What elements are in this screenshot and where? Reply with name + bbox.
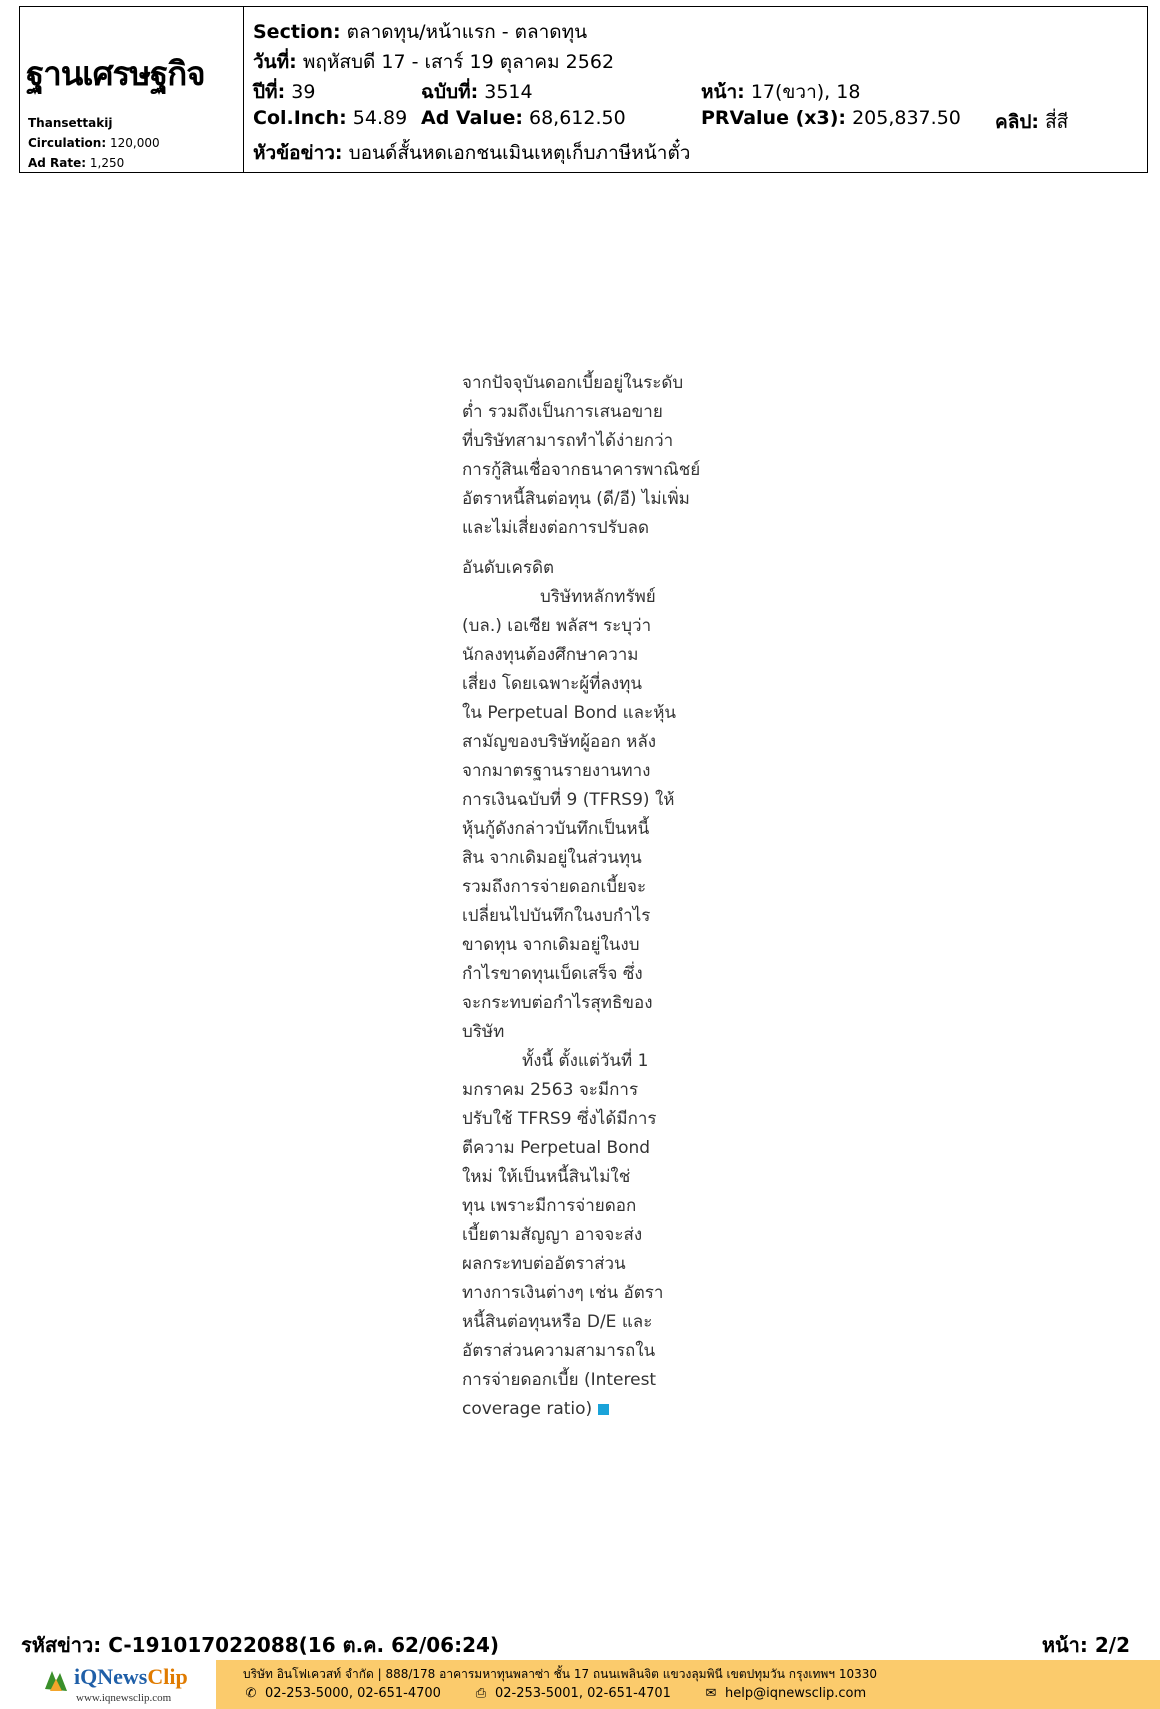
article-line: การเงินฉบับที่ 9 (TFRS9) ให้ [462,790,675,810]
article-line: นักลงทุนต้องศึกษาความ [462,645,639,665]
fax-icon: ⎙ [475,1686,487,1701]
article-line: การกู้สินเชื่อจากธนาคารพาณิชย์ [462,460,701,480]
logo-url: www.iqnewsclip.com [76,1692,172,1704]
article-line: ใหม่ ให้เป็นหนี้สินไม่ใช่ [462,1167,631,1187]
article-line: ต่ำ รวมถึงเป็นการเสนอขาย [462,402,663,422]
article-line: จากปัจจุบันดอกเบี้ยอยู่ในระดับ [462,373,684,393]
article-line: ผลกระทบต่ออัตราส่วน [462,1254,626,1274]
article-line: (บล.) เอเซีย พลัสฯ ระบุว่า [462,616,652,636]
ad-rate: Ad Rate: 1,250 [28,156,125,170]
article-line: และไม่เสี่ยงต่อการปรับลด [462,518,650,538]
article-line: อัตราหนี้สินต่อทุน (ดี/อี) ไม่เพิ่ม [462,489,690,509]
ad-value-field: Ad Value: 68,612.50 [421,107,626,129]
issue-field: ฉบับที่: 3514 [421,81,533,103]
article-line: บริษัทหลักทรัพย์ [540,587,656,607]
headline-field: หัวข้อข่าว: บอนด์สั้นหดเอกชนเมินเหตุเก็บภาษีหน้าตั๋ว [253,142,691,164]
article-last-line: coverage ratio) [462,1395,710,1424]
article-line: อันดับเครดิต [462,558,555,578]
clip-field: คลิป: สี่สี [995,111,1069,133]
page-number: หน้า: 2/2 [1041,1633,1130,1657]
phone-contact: ✆ 02-253-5000, 02-651-4700 [243,1686,441,1701]
article-line: สิน จากเดิมอยู่ในส่วนทุน [462,848,642,868]
phone-icon: ✆ [245,1686,257,1701]
publication-brand [20,7,244,172]
article-line: หุ้นกู้ดังกล่าวบันทึกเป็นหนี้ [462,819,650,839]
iqnewsclip-logo [0,1660,216,1709]
article-block-1 [462,369,710,543]
article-line: เบี้ยตามสัญญา อาจจะส่ง [462,1225,643,1245]
article-line: การจ่ายดอกเบี้ย (Interest [462,1370,657,1390]
footer-contact-info [216,1660,1160,1709]
end-of-article-marker [598,1404,609,1415]
article-line: กำไรขาดทุนเบ็ดเสร็จ ซึ่ง [462,964,643,984]
clipping-metadata [253,7,1147,172]
fax-contact: ⎙ 02-253-5001, 02-651-4701 [473,1686,671,1701]
year-field: ปีที่: 39 [253,81,316,103]
article-line: ทุน เพราะมีการจ่ายดอก [462,1196,637,1216]
news-id: รหัสข่าว: C-191017022088(16 ต.ค. 62/06:24) [21,1633,500,1657]
publication-logo: ฐานเศรษฐกิจ [26,54,205,93]
article-line: เปลี่ยนไปบันทึกในงบกำไร [462,906,651,926]
company-address: บริษัท อินโฟเควสท์ จำกัด | 888/178 อาคารมหาทุนพลาซ่า ชั้น 17 ถนนเพลินจิต แขวงลุมพินี เขตปทุมวัน กรุงเทพฯ 10330 [243,1667,878,1681]
article-line: อัตราส่วนความสามารถใน [462,1341,656,1361]
article-line: ขาดทุน จากเดิมอยู่ในงบ [462,935,640,955]
article-column [462,369,710,1424]
pr-value-field: PRValue (x3): 205,837.50 [701,107,961,129]
page-field: หน้า: 17(ขวา), 18 [701,81,861,103]
article-line: จะกระทบต่อกำไรสุทธิของ [462,993,653,1013]
article-line: ทางการเงินต่างๆ เช่น อัตรา [462,1283,664,1303]
clipping-header [19,6,1148,173]
article-line: หนี้สินต่อทุนหรือ D/E และ [462,1312,653,1332]
colinch-field: Col.Inch: 54.89 [253,107,408,129]
article-line: สามัญของบริษัทผู้ออก หลัง [462,732,657,752]
article-line: ทั้งนี้ ตั้งแต่วันที่ 1 [522,1051,649,1071]
logo-wordmark: iQNewsClip [74,1664,188,1689]
circulation: Circulation: 120,000 [28,136,160,150]
article-block-2 [462,554,710,1424]
iqnewsclip-logo-icon [42,1667,70,1695]
article-line: บริษัท [462,1022,505,1042]
email-contact[interactable]: ✉ help@iqnewsclip.com [703,1686,866,1701]
article-line: รวมถึงการจ่ายดอกเบี้ยจะ [462,877,647,897]
article-line: มกราคม 2563 จะมีการ [462,1080,639,1100]
article-line: เสี่ยง โดยเฉพาะผู้ที่ลงทุน [462,674,642,694]
article-line: จากมาตรฐานรายงานทาง [462,761,651,781]
footer-band [0,1660,1160,1709]
date-field: วันที่: พฤหัสบดี 17 - เสาร์ 19 ตุลาคม 2562 [253,51,615,73]
article-line: ตีความ Perpetual Bond [462,1138,651,1158]
section-field: Section: ตลาดทุน/หน้าแรก - ตลาดทุน [253,21,588,43]
email-icon: ✉ [705,1686,717,1701]
article-line: ใน Perpetual Bond และหุ้น [462,703,677,723]
publication-name: Thansettakij [28,116,113,130]
article-line: ปรับใช้ TFRS9 ซึ่งได้มีการ [462,1109,657,1129]
article-line: ที่บริษัทสามารถทำได้ง่ายกว่า [462,431,674,451]
